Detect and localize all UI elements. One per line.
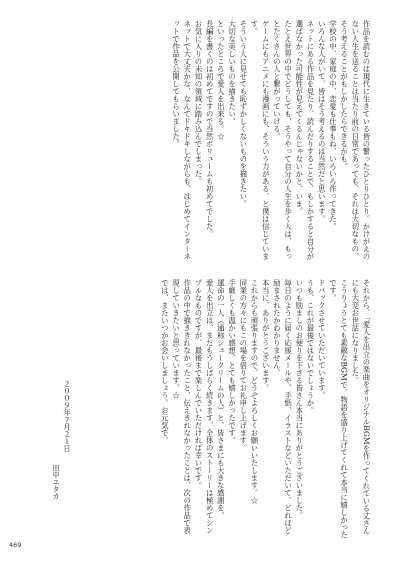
paragraph: ゲームにもアニメにも漫画にも、そういう力がある、と僕は信じています。 (249, 20, 271, 260)
paragraph: ネットで大丈夫かな、なんてドキドキしながらも、はじめてインターネットで作品を公開してもらいました。 (171, 20, 192, 260)
signature-date: ２００９年７月２１日 (63, 380, 72, 452)
paragraph: 愛人を出立は、まだもうしばらく続きます。全体のストーリーは極めてシンプルなものですが、最後まで楽しんでいただければ幸いです。 (193, 279, 215, 534)
page-number: 469 (9, 541, 22, 549)
paragraph: 学校の中、家庭の中、恋愛も仕事もね、いろいろ作ってきた。 (328, 20, 338, 230)
paragraph: 大切な美しいものを描きたい。 (227, 20, 237, 125)
paragraph: 運命の一人（通称シュークリームの人）と、皆さまにも大きな感謝を。 (216, 279, 226, 519)
paragraph: いろんな人がいて、皆はそう考えるのは当然だと思います。 (317, 20, 327, 223)
paragraph: 同業の方々にもこの場を借りてお礼申し上げます。 (238, 279, 248, 452)
signature-author: 田中ユタカ (52, 464, 61, 500)
paragraph: 長編を書くのは初めてですので当然ボリュームも初めてでした。 (205, 20, 215, 238)
paragraph: そういう人に見せても恥ずかしくないものを描きたい。 (238, 20, 248, 208)
paragraph: それから、「愛人を出立の楽曲をオリジナルBGMを作ってくれている丈さんにも大変お世話になりました。 (350, 279, 371, 535)
paragraph: 手厳しくも温かい感想、とても嬉しかったです。 (227, 279, 237, 444)
paragraph: では、またいつかお会いしましょう。お元気で。 (160, 279, 170, 444)
paragraph: うも、これが最後ではないでしょうか。 (305, 279, 315, 414)
afterword-bottom-block (40, 279, 372, 541)
paragraph: ドバックさせていただいています。 (317, 279, 327, 399)
afterword-top-block (40, 20, 372, 264)
paragraph: 毎日のように届く応援メールや、手紙、イラストなどいただいて、どれほど励まされたかわかりません。 (272, 279, 293, 534)
paragraph: これからも頑張りますので、どうぞよろしくお願いいたします。☆ (249, 279, 259, 504)
paragraph: 本当に、ありがとうございます。 (261, 279, 271, 392)
paragraph: いつも励ましのお便りを下さる皆さん本当にありがとうございました。 (294, 279, 304, 519)
paragraph: こうりょうとても素敵なBGMで、物語を盛り上げてくれて本当に嬉しかったです。 (328, 279, 349, 539)
paragraph: お気に入りの未知の領域に踏み込んでしまった。 (193, 20, 203, 185)
paragraph: 作品を読むのは現代に生きている皆の繋ったひとりひとり。かけがえのない人生を送ることは当たり前の日常であっても、それは大切なもの、そう考えることがもしかしたらできるかも。 (339, 20, 371, 260)
paragraph: 作品の中で描ききれなかったこと、伝えきれなかったことは、次の作品で表現していきたいと思っています。☆ (171, 279, 192, 534)
paragraph: ネットにある作品を見たり、読んだりすることで、もしかすると自分が選ばなかった可能性が見えてくるんじゃないかと、いま。 (294, 20, 315, 260)
paragraph: たとえ世界の中でどうしても、そうやって自分の人生を歩く人は、もっとたくさんの人と繋がっていける。 (272, 20, 293, 260)
paragraph: といったところで愛人を出来る。☆ (216, 20, 226, 140)
